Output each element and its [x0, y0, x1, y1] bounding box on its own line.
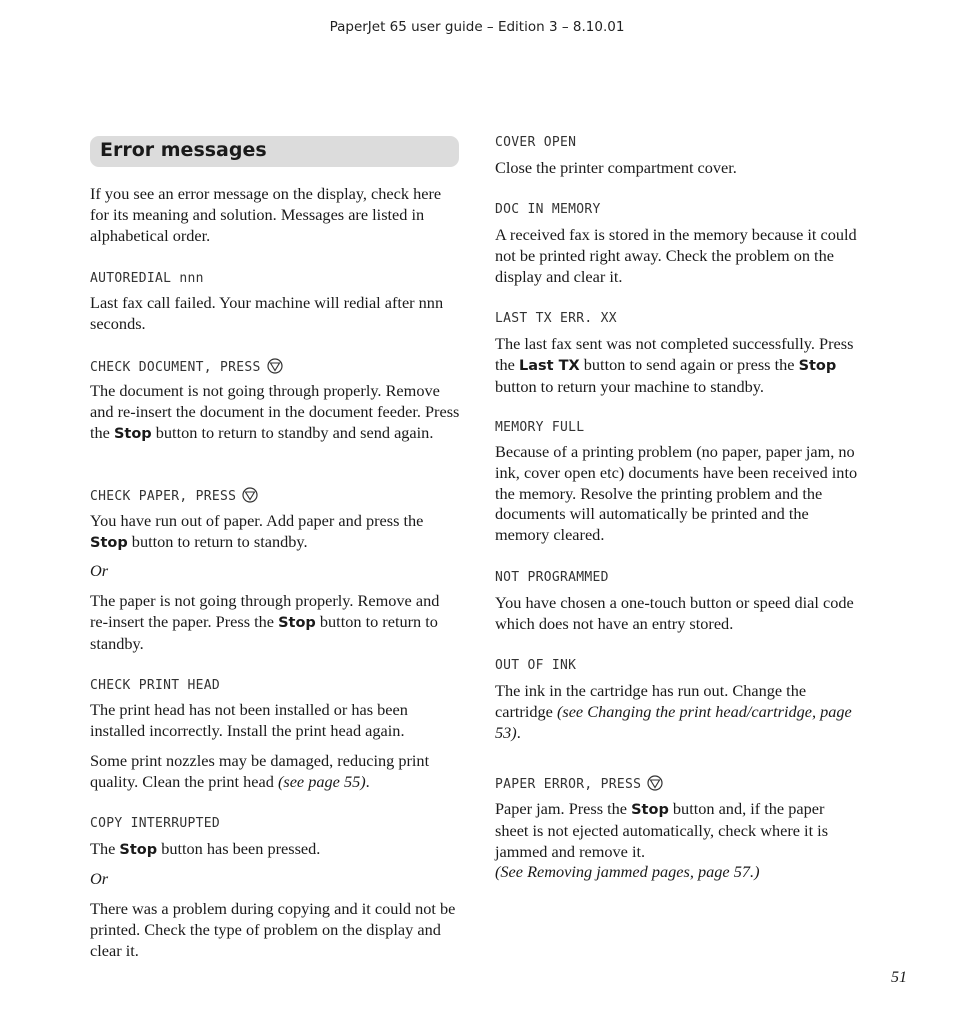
check-paper-code	[90, 487, 460, 509]
page-reference: (see Changing the print head/cartridge, page 53)	[495, 701, 852, 742]
check-document-code	[90, 358, 460, 380]
paper-error-code-text: PAPER ERROR, PRESS	[495, 777, 642, 792]
check-document-text-b: button to return to standby and send again.	[155, 422, 434, 442]
stop-button-label: Stop	[631, 802, 669, 818]
paper-error-text-b: button and, if the paper sheet is not ejected automatically, check where it is jammed and remove it.	[495, 799, 829, 861]
stop-button-label: Stop	[90, 534, 128, 551]
out-of-ink-text	[495, 681, 860, 743]
copy-interrupted-text-b: button has been pressed.	[161, 839, 321, 858]
check-print-head-text-2	[90, 751, 460, 793]
page-reference: (See Removing jammed pages, page 57.)	[495, 862, 760, 882]
paper-error-text-a: Paper jam. Press the	[495, 799, 628, 818]
check-paper-text2-a: The paper is not going through properly. Remove and re-insert the paper. Press the	[90, 591, 440, 631]
intro-text: If you see an error message on the display, check here for its meaning and solution. Messages are listed in alphabetical order.	[90, 184, 442, 245]
last-tx-err-text-b: button to send again or press the	[583, 354, 795, 374]
autoredial-code: AUTOREDIAL nnn	[90, 271, 204, 286]
or-text: Or	[90, 869, 109, 888]
check-paper-text-2	[90, 591, 460, 654]
check-paper-code-text: CHECK PAPER, PRESS	[90, 489, 237, 504]
check-document-text-a: The document is not going through properly. Remove and re-insert the document in the document feeder. Press the	[90, 381, 460, 442]
page-reference: (see page 55)	[277, 771, 366, 791]
out-of-ink-text-end: .	[516, 722, 521, 742]
check-print-head-code: CHECK PRINT HEAD	[90, 678, 221, 693]
stop-key-icon	[267, 358, 283, 380]
or-text: Or	[90, 561, 109, 580]
section-title-bar	[90, 136, 459, 167]
check-print-head-text2-end: .	[365, 771, 370, 791]
last-tx-err-code: LAST TX ERR. XX	[495, 311, 617, 326]
check-print-head-text: The print head has not been installed or has been installed incorrectly. Install the print head again.	[90, 700, 408, 740]
copy-interrupted-text-2: There was a problem during copying and it could not be printed. Check the type of problem on the display and clear it.	[90, 899, 456, 960]
page-header: PaperJet 65 user guide – Edition 3 – 8.10.01	[329, 19, 625, 35]
copy-interrupted-text-a: The	[90, 839, 116, 858]
stop-button-label: Stop	[113, 425, 152, 442]
check-paper-text	[90, 511, 460, 554]
not-programmed-text: You have chosen a one-touch button or speed dial code which does not have an entry stored.	[495, 593, 854, 633]
page-number: 51	[891, 969, 907, 986]
autoredial-text: Last fax call failed. Your machine will redial after nnn seconds.	[90, 293, 444, 333]
memory-full-code: MEMORY FULL	[495, 420, 585, 435]
cover-open-code: COVER OPEN	[495, 135, 577, 150]
check-paper-text-a: You have run out of paper. Add paper and press the	[90, 511, 424, 530]
stop-button-label: Stop	[278, 614, 316, 631]
stop-key-icon	[242, 487, 258, 509]
check-paper-text-b: button to return to standby.	[131, 531, 308, 551]
check-document-text	[90, 381, 460, 444]
check-document-code-text: CHECK DOCUMENT, PRESS	[90, 360, 261, 375]
doc-in-memory-text: A received fax is stored in the memory because it could not be printed right away. Check the problem on the display and clear it.	[495, 225, 857, 286]
paper-error-code	[495, 775, 860, 797]
out-of-ink-text-a: The ink in the cartridge has run out. Change the cartridge	[495, 681, 807, 721]
section-title: Error messages	[100, 139, 267, 161]
last-tx-err-text-c: button to return your machine to standby.	[495, 376, 764, 396]
last-tx-button-label: Last TX	[518, 357, 580, 374]
copy-interrupted-code: COPY INTERRUPTED	[90, 816, 221, 831]
stop-button-label: Stop	[798, 357, 837, 374]
stop-key-icon	[647, 775, 663, 797]
out-of-ink-code: OUT OF INK	[495, 658, 577, 673]
stop-button-label: Stop	[119, 842, 158, 858]
last-tx-err-text-a: The last fax sent was not completed successfully. Press the	[495, 334, 854, 374]
paper-error-text	[495, 799, 860, 883]
doc-in-memory-code: DOC IN MEMORY	[495, 202, 601, 217]
cover-open-text: Close the printer compartment cover.	[495, 158, 737, 177]
check-print-head-text2-a: Some print nozzles may be damaged, reducing print quality. Clean the print head	[90, 751, 430, 791]
copy-interrupted-text	[90, 839, 460, 861]
memory-full-text: Because of a printing problem (no paper, paper jam, no ink, cover open etc) documents have been received into the memory. Resolve the printing problem and the documents will automatically be printed and the memory cleared.	[495, 442, 858, 545]
check-paper-text2-b: button to return to standby.	[90, 611, 438, 653]
last-tx-err-text	[495, 334, 860, 397]
not-programmed-code: NOT PROGRAMMED	[495, 570, 609, 585]
